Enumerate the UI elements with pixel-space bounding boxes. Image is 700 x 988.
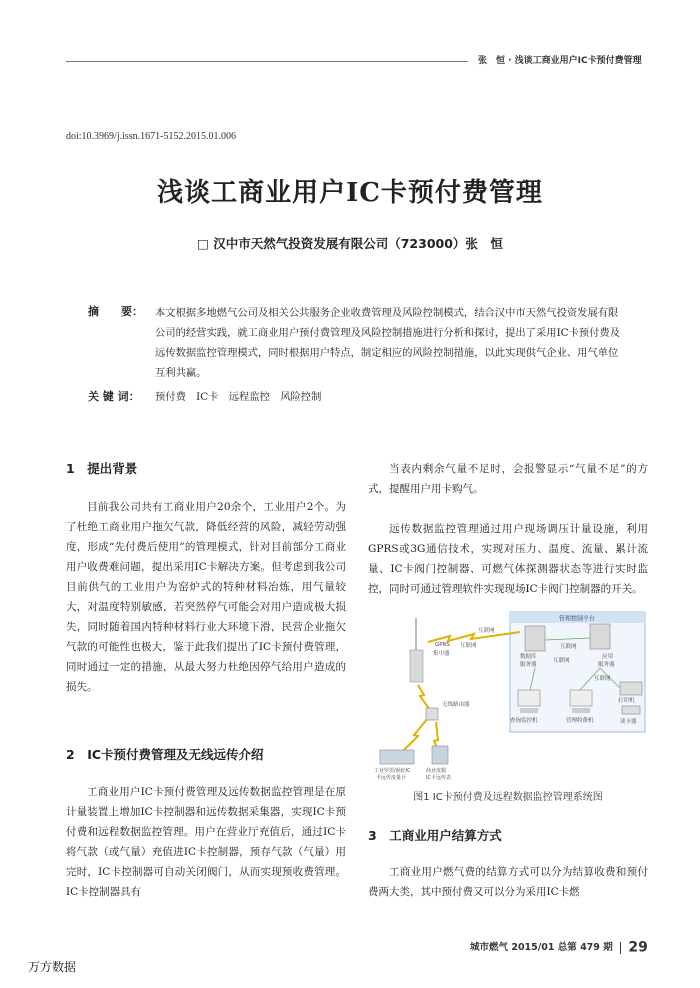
industrial-meter-label-2: 卡远传流量计 [376, 775, 407, 781]
billing-pc-label: 管理收费机 [566, 718, 594, 724]
router-icon [426, 708, 438, 720]
watermark: 万方数据 [28, 960, 77, 974]
commercial-meter-label: 商业皮膜 [426, 768, 447, 774]
section-2-continued: 当表内剩余气量不足时，会报警显示“气量不足”的方式，提醒用户用卡购气。 [368, 463, 648, 495]
wireless-link-1 [428, 632, 520, 642]
router-label: 无线路由器 [442, 702, 470, 708]
wireless-link-3 [402, 718, 428, 752]
journal-name: 城市燃气 [470, 942, 509, 953]
billing-pc-icon [570, 690, 592, 706]
industrial-meter-icon [380, 750, 414, 764]
concentrator-label: 集中器 [433, 651, 450, 657]
keywords-text: 预付费 IC卡 远程监控 风险控制 [155, 391, 322, 403]
commercial-meter-label-2: IC卡远传表 [426, 775, 451, 781]
db-server-label: 数据库 [520, 654, 537, 660]
figure-caption: 图1 IC卡预付费及远程数据监控管理系统图 [413, 792, 603, 803]
query-pc-label: 查询监控机 [510, 718, 538, 724]
doi: doi:10.3969/j.issn.1671-5152.2015.01.006 [66, 131, 237, 142]
internet-label-a: 互联网 [460, 643, 477, 649]
section-3-paragraph: 工商业用户燃气费的结算方式可以分为结算收费和预付费两大类，其中预付费又可以分为采用IC卡燃 [368, 866, 648, 898]
gprs-label: GPRS [435, 642, 450, 648]
printer-icon [620, 682, 642, 695]
commercial-meter-icon [432, 746, 448, 764]
card-reader-icon [622, 706, 640, 714]
footer-divider [620, 942, 621, 954]
issue-info: 2015/01 总第 479 期 [511, 942, 613, 953]
section-1-heading: 1 提出背景 [66, 461, 138, 476]
wireless-link-2 [418, 685, 430, 710]
page-footer [470, 939, 648, 956]
app-server-label-2: 服务器 [598, 662, 615, 668]
remote-monitoring-paragraph: 远传数据监控管理通过用户现场调压计量设施，利用GPRS或3G通信技术，实现对压力、温度、流量、累计流量、IC卡阀门控制器、可燃气体探测器状态等进行实时监控，同时可通过管理软件实现现场IC卡阀门控制器的开关。 [368, 523, 648, 595]
internet-label-c: 互联网 [560, 644, 577, 650]
industrial-meter-label: 工业罗茨/涡轮IC [374, 768, 411, 774]
internet-label-d: 互联网 [553, 658, 570, 664]
concentrator-device [410, 650, 423, 682]
internet-label-b: 互联网 [478, 628, 495, 634]
keywords-label: 关 键 词： [88, 390, 140, 403]
app-server-label: 应用 [602, 654, 614, 660]
db-server-label-2: 服务器 [520, 662, 537, 668]
section-1-paragraph: 目前我公司共有工商业用户20余个，工业用户2个。为了杜绝工商业用户拖欠气款，降低经营的风险，减轻劳动强度，形成“先付费后使用”的管理模式，针对目前部分工商业用户收费难问题，提出采用IC卡解决方案。但考虑到我公司目前供气的工业用户为窑炉式的特种材料冶炼，用气量较大，对温度特别敏感，若突然停气可能会对用户造成极大损失，同时随着国内特种材料行业大环境下滑，民营企业拖欠气款的可能性也极大，鉴于此我们提出了IC卡预付费管理，同时通过一定的措施，从最大努力杜绝因停气给用户造成的损失。 [66, 501, 346, 693]
internet-label-e: 互联网 [594, 676, 611, 682]
card-reader-label: 读卡器 [620, 719, 637, 725]
section-3-heading: 3 工商业用户结算方式 [368, 828, 502, 843]
article-title: 浅谈工商业用户IC卡预付费管理 [157, 178, 543, 208]
author-line: □ 汉中市天然气投资发展有限公司（723000）张 恒 [197, 236, 503, 251]
header-rule [66, 61, 468, 62]
system-diagram [370, 610, 650, 782]
abstract-label: 摘 要： [88, 305, 143, 318]
printer-label: 打印机 [618, 698, 635, 704]
platform-label: 管理控制平台 [558, 615, 596, 623]
page-number: 29 [628, 939, 648, 956]
abstract-text: 本文根据多地燃气公司及相关公共服务企业收费管理及风险控制模式，结合汉中市天然气投资发展有限公司的经营实践，就工商业用户预付费管理及风险控制措施进行分析和探讨，提出了采用IC卡预付费及远传数据监控管理模式，同时根据用户特点，制定相应的风险控制措施，以此实现供气企业、用气单位互利共赢。 [155, 307, 621, 379]
running-title: 张 恒 · 浅谈工商业用户IC卡预付费管理 [478, 56, 642, 66]
app-server-icon [590, 624, 610, 649]
section-2-paragraph: 工商业用户IC卡预付费管理及远传数据监控管理是在原计量装置上增加IC卡控制器和远传数据采集器，实现IC卡预付费和远程数据监控管理。用户在营业厅充值后，通过IC卡将气款（或气量）充值进IC卡控制器，预存气款（气量）用完时，IC卡控制器可自动关闭阀门，从而实现预收费管理。IC卡控制器具有 [66, 786, 346, 898]
query-pc-icon [518, 690, 540, 706]
db-server-icon [525, 626, 545, 651]
section-2-heading: 2 IC卡预付费管理及无线远传介绍 [66, 747, 264, 762]
